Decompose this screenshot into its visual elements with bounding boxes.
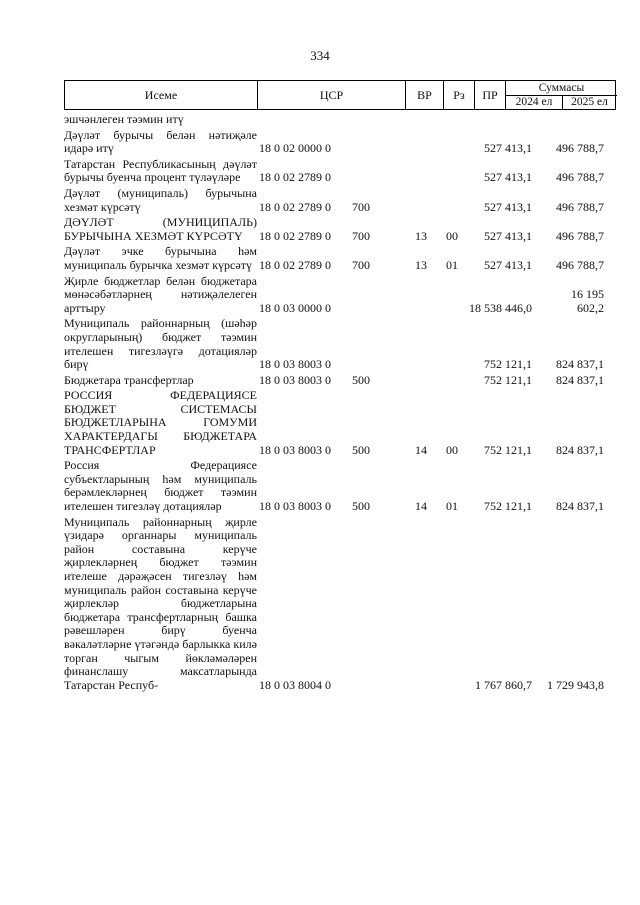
row-name: Дәүләт (муниципаль) бурычына хезмәт күрсәтү	[64, 185, 257, 214]
row-sum-2024: 527 413,1	[484, 228, 532, 243]
row-sum-2025: 496 788,7	[556, 141, 604, 156]
row-sum-2025-part1: 16 195	[571, 287, 604, 302]
row-csr: 18 0 03 8003 0	[259, 357, 331, 372]
row-vr: 500	[352, 372, 370, 387]
row-sum-2025: 824 837,1	[556, 442, 604, 457]
row-name: Дәүләт эчке бурычына һәм муниципаль бурычка хезмәт күрсәтү	[64, 244, 257, 272]
table-row	[64, 317, 616, 371]
table-row	[64, 245, 616, 272]
row-pr: 00	[446, 228, 458, 243]
header-year-2024: 2024 ел	[506, 95, 563, 109]
row-csr: 18 0 02 2789 0	[259, 170, 331, 185]
header-sums-group	[506, 81, 617, 109]
row-vr: 700	[352, 228, 370, 243]
table-row	[64, 158, 616, 185]
page-number: 334	[310, 48, 330, 63]
table-row	[64, 516, 616, 693]
row-rz: 14	[415, 442, 427, 457]
budget-table	[64, 80, 616, 692]
row-sum-2024: 752 121,1	[484, 372, 532, 387]
header-year-2025: 2025 ел	[571, 96, 608, 108]
row-name: Бюджетара трансфертлар	[64, 372, 194, 387]
table-row	[64, 389, 616, 457]
row-csr: 18 0 03 8003 0	[259, 372, 331, 387]
table-header	[64, 80, 616, 110]
row-name: Муниципаль районнарның (шәһәр округларының) бюджет тәэмин ителешен тигезләүгә дотацияләр бирү	[64, 316, 257, 372]
row-name: Муниципаль районнарның җирле үзидарә органнары муниципаль район составына керүче җирлекләрнең бюджет тәэмин ителеше дәрәҗәсен тигезләү һәм муниципаль район составына керүче җирлекләр бюджетларына бюджетара трансфертларның башка рәвешләрен бирү буенча вәкаләтләрне үтәгәндә барлыкка килә торган чыгым йөкләмәләрен финанслашу максатларында Татарстан Респуб-	[64, 514, 257, 692]
row-csr: 18 0 03 8004 0	[259, 677, 331, 692]
row-csr: 18 0 02 2789 0	[259, 228, 331, 243]
row-csr: 18 0 02 2789 0	[259, 257, 331, 272]
row-sum-2024: 527 413,1	[484, 141, 532, 156]
table-row	[64, 374, 616, 388]
table-row	[64, 216, 616, 243]
row-name: Дәүләт бурычы белән нәтиҗәле идарә итү	[64, 127, 257, 156]
row-csr: 18 0 03 8003 0	[259, 499, 331, 514]
row-name: РОССИЯ ФЕДЕРАЦИЯСЕ БЮДЖЕТ СИСТЕМАСЫ БЮДЖЕТЛАРЫНА ГОМУМИ ХАРАКТЕРДАГЫ БЮДЖЕТАРА ТРАНСФЕРТЛАР	[64, 388, 257, 457]
row-sum-2025: 496 788,7	[556, 199, 604, 214]
row-csr: 18 0 02 0000 0	[259, 141, 331, 156]
row-sum-2025: 824 837,1	[556, 499, 604, 514]
row-name: Җирле бюджетлар белән бюджетара мөнәсәбәтләрнең нәтиҗәлелеген арттыру	[64, 273, 257, 315]
row-sum-2024: 527 413,1	[484, 257, 532, 272]
row-sum-2025-part2: 602,2	[577, 300, 604, 315]
header-name: Исеме	[65, 81, 258, 109]
row-sum-2025: 1 729 943,8	[547, 677, 604, 692]
row-csr: 18 0 03 8003 0	[259, 442, 331, 457]
row-pr: 00	[446, 442, 458, 457]
row-rz: 13	[415, 257, 427, 272]
table-row	[64, 187, 616, 214]
row-sum-2024: 527 413,1	[484, 170, 532, 185]
header-sums: Суммасы	[506, 81, 617, 96]
row-name: Татарстан Республикасының дәүләт бурычы буенча процент түләүләре	[64, 156, 257, 185]
header-vr: ВР	[406, 81, 444, 109]
table-row	[64, 459, 616, 513]
row-name: Россия Федерациясе субъектларының һәм муниципаль берәмлекләрнең бюджет тәэмин ителешен тигезләү дотацияләр	[64, 458, 257, 514]
table-row	[64, 113, 616, 127]
row-sum-2024: 18 538 446,0	[469, 300, 532, 315]
header-pr: ПР	[475, 81, 506, 109]
row-rz: 13	[415, 228, 427, 243]
row-sum-2025: 824 837,1	[556, 357, 604, 372]
row-sum-2025	[571, 288, 604, 315]
row-sum-2024: 752 121,1	[484, 357, 532, 372]
row-sum-2024: 752 121,1	[484, 499, 532, 514]
row-sum-2024: 752 121,1	[484, 442, 532, 457]
row-name: ДӘҮЛӘТ (МУНИЦИПАЛЬ) БУРЫЧЫНА ХЕЗМӘТ КҮРСӘТҮ	[64, 215, 257, 243]
row-sum-2025: 824 837,1	[556, 372, 604, 387]
table-row	[64, 129, 616, 156]
row-vr: 500	[352, 442, 370, 457]
row-csr: 18 0 02 2789 0	[259, 199, 331, 214]
table-body	[64, 113, 616, 692]
row-sum-2024: 527 413,1	[484, 199, 532, 214]
row-sum-2024: 1 767 860,7	[475, 677, 532, 692]
header-rz: Рз	[444, 81, 475, 109]
header-csr: ЦСР	[258, 81, 406, 109]
row-sum-2025: 496 788,7	[556, 257, 604, 272]
row-vr: 700	[352, 257, 370, 272]
row-vr: 700	[352, 199, 370, 214]
row-pr: 01	[446, 499, 458, 514]
row-vr: 500	[352, 499, 370, 514]
row-sum-2025: 496 788,7	[556, 228, 604, 243]
row-rz: 14	[415, 499, 427, 514]
row-csr: 18 0 03 0000 0	[259, 300, 331, 315]
row-name: эшчәнлеген тәэмин итү	[64, 112, 184, 126]
table-row	[64, 275, 616, 316]
row-pr: 01	[446, 257, 458, 272]
row-sum-2025: 496 788,7	[556, 170, 604, 185]
